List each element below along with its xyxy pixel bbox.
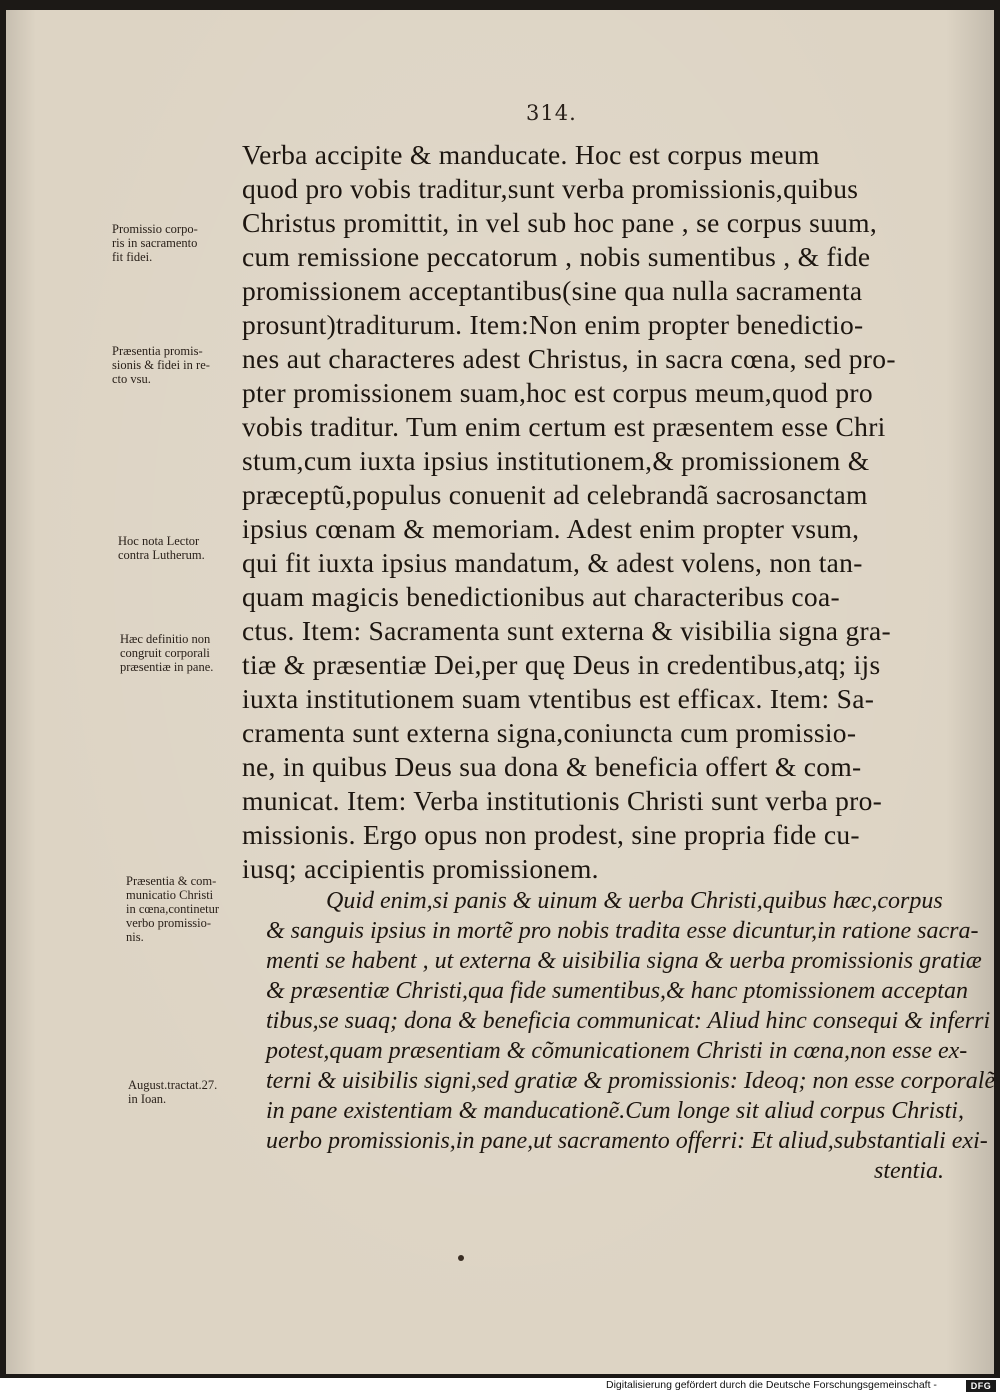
main-text-line: cramenta sunt externa signa,coniuncta cum promissio- [242,717,857,748]
margin-note [118,534,278,562]
ink-spot [458,1255,464,1261]
margin-note-line: in cœna,continetur [126,902,220,916]
margin-note-line: contra Lutherum. [118,548,205,562]
margin-note-line: August.tractat.27. [128,1078,218,1092]
margin-note-line: municatio Christi [126,888,214,902]
main-text-line: cum remissione peccatorum , nobis sumentibus , & fide [242,241,871,272]
main-text-line: promissionem acceptantibus(sine qua nulla sacramenta [242,275,863,306]
book-page [6,10,994,1374]
margin-note [126,874,286,944]
italic-text-line: potest,quam præsentiam & cõmunicationem Christi in cœna,non esse ex- [266,1038,968,1064]
italic-text-line: uerbo promissionis,in pane,ut sacramento offerri: Et aliud,substantiali exi- [266,1128,988,1154]
italic-text-line: Quid enim,si panis & uinum & uerba Christi,quibus hæc,corpus [326,888,943,914]
main-text-line: municat. Item: Verba institutionis Christi sunt verba pro- [242,785,883,816]
page-number: 314. [526,101,577,125]
margin-note [128,1078,288,1106]
italic-text-line: terni & uisibilis signi,sed gratiæ & promissionis: Ideoq; non esse corporalẽ [266,1068,996,1094]
main-text-line: ne, in quibus Deus sua dona & beneficia offert & com- [242,751,862,782]
margin-note-line: præsentiæ in pane. [120,660,214,674]
italic-text-line: menti se habent , ut externa & uisibilia signa & uerba promissionis gratiæ [266,948,982,974]
main-text-line: iuxta institutionem suam vtentibus est efficax. Item: Sa- [242,683,875,714]
main-text-line: quam magicis benedictionibus aut characteribus coa- [242,581,840,612]
italic-text-line: in pane existentiam & manducationẽ.Cum longe sit aliud corpus Christi, [266,1098,964,1124]
main-text-line: tiæ & præsentiæ Dei,per quę Deus in credentibus,atq; ijs [242,649,881,680]
main-text-line: Verba accipite & manducate. Hoc est corpus meum [242,139,820,170]
margin-note-line: Promissio corpo- [112,222,198,236]
margin-note [112,222,272,264]
margin-note-line: Hoc nota Lector [118,534,200,548]
italic-text-line: & præsentiæ Christi,qua fide sumentibus,& hanc ptomissionem acceptan [266,978,968,1004]
margin-note [120,632,280,674]
main-text-line: prosunt)traditurum. Item:Non enim propter benedictio- [242,309,864,340]
main-text-line: vobis traditur. Tum enim certum est præsentem esse Chri [242,411,886,442]
margin-note-line: cto vsu. [112,372,151,386]
main-text-line: iusq; accipientis promissionem. [242,853,599,884]
main-text-line: missionis. Ergo opus non prodest, sine propria fide cu- [242,819,860,850]
italic-text-line: & sanguis ipsius in mortẽ pro nobis tradita esse dicuntur,in ratione sacra- [266,918,979,944]
margin-note-line: verbo promissio- [126,916,212,930]
main-text-line: præceptũ,populus conuenit ad celebrandã sacrosanctam [242,479,868,510]
main-text-line: ipsius cœnam & memoriam. Adest enim propter vsum, [242,513,860,544]
margin-note-line: congruit corporali [120,646,210,660]
margin-note-line: Præsentia & com- [126,874,217,888]
margin-note-line: Hæc definitio non [120,632,211,646]
main-text-line: qui fit iuxta ipsius mandatum, & adest volens, non tan- [242,547,863,578]
dfg-logo: DFG [966,1380,996,1392]
margin-note-line: ris in sacramento [112,236,198,250]
main-text-line: pter promissionem suam,hoc est corpus meum,quod pro [242,377,873,408]
main-text-line: stum,cum iuxta ipsius institutionem,& promissionem & [242,445,870,476]
italic-text-line: tibus,se suaq; dona & beneficia communicat: Aliud hinc consequi & inferri [266,1008,991,1034]
main-text-line: nes aut characteres adest Christus, in sacra cœna, sed pro- [242,343,896,374]
margin-note-line: sionis & fidei in re- [112,358,210,372]
margin-note-line: fit fidei. [112,250,153,264]
margin-note-line: nis. [126,930,144,944]
main-text-line: quod pro vobis traditur,sunt verba promissionis,quibus [242,173,859,204]
main-text-line: Christus promittit, in vel sub hoc pane , se corpus suum, [242,207,878,238]
margin-note-line: in Ioan. [128,1092,167,1106]
margin-note-line: Præsentia promis- [112,344,203,358]
digitization-credit: Digitalisierung gefördert durch die Deutsche Forschungsgemeinschaft - [606,1379,937,1391]
main-text-line: ctus. Item: Sacramenta sunt externa & visibilia signa gra- [242,615,891,646]
italic-text-line: stentia. [874,1158,944,1184]
margin-note [112,344,272,386]
